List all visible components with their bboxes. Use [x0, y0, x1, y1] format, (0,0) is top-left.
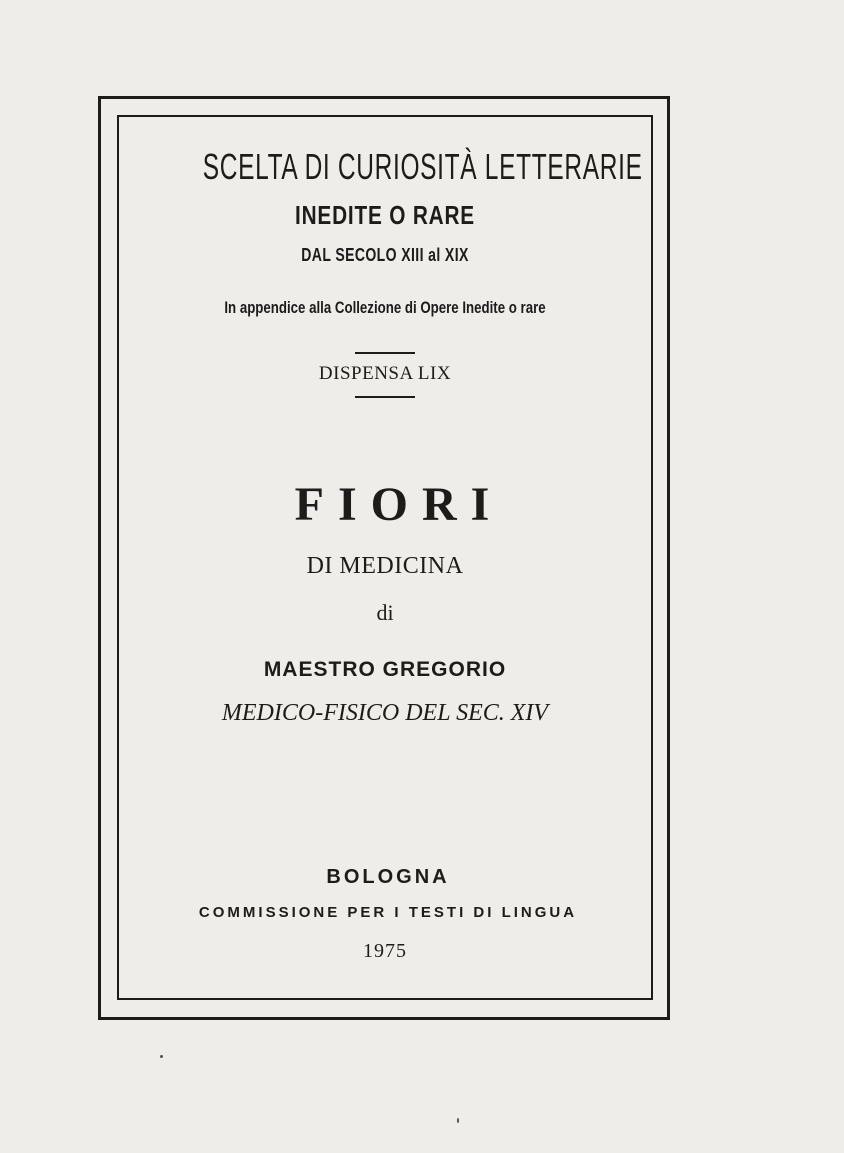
rule-bottom: [355, 396, 415, 398]
series-title: SCELTA DI CURIOSITÀ LETTERARIE: [202, 146, 643, 187]
series-period: DAL SECOLO XIII al XIX: [301, 245, 469, 265]
by-line: di: [376, 600, 394, 625]
paper-speck: [160, 1055, 163, 1058]
series-subtitle: INEDITE O RARE: [295, 200, 475, 230]
book-title: FIORI: [294, 478, 504, 531]
publication-city: BOLOGNA: [326, 866, 450, 888]
author-name: MAESTRO GREGORIO: [263, 658, 507, 681]
publisher-name: COMMISSIONE PER I TESTI DI LINGUA: [198, 904, 578, 921]
book-subtitle: DI MEDICINA: [306, 553, 464, 579]
rule-top: [355, 352, 415, 354]
paper-speck: [457, 1118, 459, 1123]
series-note: In appendice alla Collezione di Opere Inedite o rare: [224, 298, 546, 317]
author-description: MEDICO-FISICO DEL SEC. XIV: [221, 700, 549, 726]
publication-year: 1975: [363, 940, 407, 962]
dispensa-number: DISPENSA LIX: [318, 363, 452, 384]
